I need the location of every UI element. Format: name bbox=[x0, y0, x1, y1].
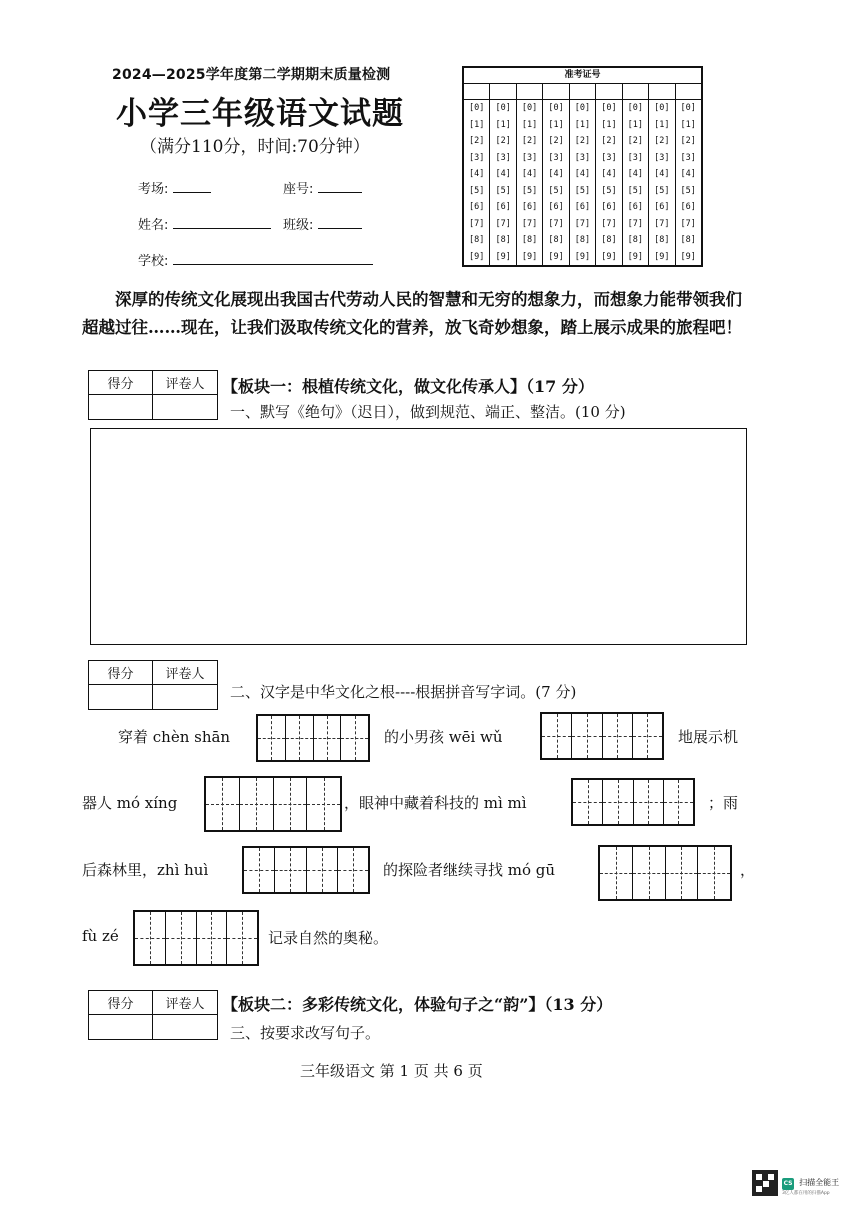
ticket-column bbox=[490, 84, 516, 265]
ticket-digit[interactable]: [5] bbox=[654, 185, 670, 196]
ticket-digit[interactable]: [7] bbox=[548, 218, 564, 229]
scanner-watermark bbox=[752, 1168, 844, 1198]
section2-heading: 【板块二：多彩传统文化，体验句子之“韵”】（13 分） bbox=[222, 995, 613, 1014]
exam-title: 小学三年级语文试题 bbox=[116, 96, 404, 132]
ticket-column bbox=[649, 84, 675, 265]
ticket-digit[interactable]: [2] bbox=[574, 136, 591, 147]
ticket-column bbox=[623, 84, 649, 265]
ticket-digit[interactable]: [8] bbox=[469, 235, 485, 246]
ticket-digit[interactable]: [0] bbox=[469, 103, 485, 114]
ticket-digit[interactable]: [3] bbox=[601, 152, 617, 163]
ticket-digit[interactable]: [4] bbox=[601, 169, 617, 180]
ticket-digit[interactable]: [6] bbox=[680, 202, 696, 213]
ticket-digit[interactable]: [9] bbox=[548, 251, 564, 262]
ticket-digit[interactable]: [3] bbox=[469, 152, 485, 163]
ticket-digit[interactable]: [9] bbox=[627, 251, 644, 262]
ticket-digit[interactable]: [8] bbox=[601, 235, 617, 246]
school-field[interactable] bbox=[138, 250, 373, 269]
ticket-column bbox=[676, 84, 701, 265]
ticket-column bbox=[596, 84, 622, 265]
ticket-digit[interactable]: [5] bbox=[548, 185, 564, 196]
grader-cell[interactable] bbox=[153, 685, 217, 709]
ticket-digit[interactable]: [6] bbox=[574, 202, 591, 213]
exam-room-line[interactable] bbox=[173, 180, 211, 193]
ticket-digit[interactable]: [4] bbox=[548, 169, 564, 180]
ticket-columns bbox=[464, 84, 701, 265]
answer-grid-zhihui[interactable] bbox=[242, 846, 370, 894]
ticket-digit[interactable]: [4] bbox=[521, 169, 538, 180]
answer-grid-chenshan[interactable] bbox=[256, 714, 370, 762]
ticket-digit[interactable]: [3] bbox=[654, 152, 670, 163]
ticket-digit[interactable]: [7] bbox=[574, 218, 591, 229]
ticket-digit[interactable]: [9] bbox=[654, 251, 670, 262]
logo-text: 扫描全能王 bbox=[799, 1178, 840, 1188]
ticket-digit[interactable]: [7] bbox=[469, 218, 485, 229]
exam-room-label: 考场: bbox=[138, 182, 169, 197]
ticket-digit[interactable]: [8] bbox=[574, 235, 591, 246]
ticket-column bbox=[543, 84, 569, 265]
name-label: 姓名: bbox=[138, 218, 169, 233]
ticket-write-cell[interactable] bbox=[649, 84, 674, 100]
answer-grid-weiwu[interactable] bbox=[540, 712, 664, 760]
ticket-digit[interactable]: [6] bbox=[495, 202, 511, 213]
ticket-digit[interactable]: [1] bbox=[521, 119, 538, 130]
score-label: 得分 bbox=[89, 991, 153, 1015]
q2-line4-text-a: fù zé bbox=[82, 927, 119, 945]
ticket-digit[interactable]: [0] bbox=[601, 103, 617, 114]
ticket-digit[interactable]: [2] bbox=[548, 136, 564, 147]
ticket-write-cell[interactable] bbox=[517, 84, 542, 100]
grader-label: 评卷人 bbox=[153, 991, 217, 1015]
ticket-digit[interactable]: [1] bbox=[548, 119, 564, 130]
ticket-digit[interactable]: [4] bbox=[495, 169, 511, 180]
ticket-digit[interactable]: [1] bbox=[627, 119, 644, 130]
ticket-digit[interactable]: [2] bbox=[654, 136, 670, 147]
ticket-digit[interactable]: [8] bbox=[627, 235, 644, 246]
score-box-1 bbox=[88, 370, 218, 420]
ticket-write-cell[interactable] bbox=[464, 84, 489, 100]
ticket-digit[interactable]: [5] bbox=[680, 185, 696, 196]
ticket-digit[interactable]: [7] bbox=[654, 218, 670, 229]
ticket-digit[interactable]: [3] bbox=[521, 152, 538, 163]
ticket-digit[interactable]: [4] bbox=[574, 169, 591, 180]
ticket-digit[interactable]: [2] bbox=[627, 136, 644, 147]
ticket-digit[interactable]: [3] bbox=[680, 152, 696, 163]
seat-line[interactable] bbox=[318, 180, 362, 193]
ticket-digit[interactable]: [0] bbox=[548, 103, 564, 114]
ticket-digit[interactable]: [7] bbox=[495, 218, 511, 229]
ticket-digit[interactable]: [2] bbox=[495, 136, 511, 147]
ticket-digit[interactable]: [1] bbox=[654, 119, 670, 130]
school-line[interactable] bbox=[173, 252, 373, 265]
ticket-title: 准考证号 bbox=[464, 68, 701, 84]
class-line[interactable] bbox=[318, 216, 362, 229]
logo-subtext: 3亿人都在用的扫描App bbox=[782, 1190, 830, 1196]
grader-cell[interactable] bbox=[153, 1015, 217, 1039]
ticket-digit[interactable]: [3] bbox=[627, 152, 644, 163]
answer-grid-mimi[interactable] bbox=[571, 778, 695, 826]
ticket-digit[interactable]: [0] bbox=[495, 103, 511, 114]
ticket-digit[interactable]: [6] bbox=[601, 202, 617, 213]
score-label: 得分 bbox=[89, 661, 153, 685]
ticket-digit[interactable]: [4] bbox=[680, 169, 696, 180]
ticket-column bbox=[464, 84, 490, 265]
ticket-column bbox=[517, 84, 543, 265]
ticket-digit[interactable]: [1] bbox=[495, 119, 511, 130]
ticket-digit[interactable]: [0] bbox=[521, 103, 538, 114]
score-cell[interactable] bbox=[89, 1015, 153, 1039]
ticket-digit[interactable]: [5] bbox=[469, 185, 485, 196]
ticket-column bbox=[570, 84, 596, 265]
ticket-digit[interactable]: [6] bbox=[654, 202, 670, 213]
ticket-digit[interactable]: [6] bbox=[627, 202, 644, 213]
q2-line3-text-a: 后森林里，zhì huì bbox=[82, 861, 209, 879]
ticket-digit[interactable]: [8] bbox=[548, 235, 564, 246]
ticket-digit[interactable]: [9] bbox=[469, 251, 485, 262]
class-field[interactable] bbox=[283, 214, 362, 233]
ticket-number-grid bbox=[462, 66, 703, 267]
ticket-digit[interactable]: [9] bbox=[574, 251, 591, 262]
section1-heading: 【板块一：根植传统文化，做文化传承人】（17 分） bbox=[222, 377, 594, 396]
ticket-digit[interactable]: [3] bbox=[574, 152, 591, 163]
school-label: 学校: bbox=[138, 254, 169, 269]
ticket-digit[interactable]: [4] bbox=[654, 169, 670, 180]
q2-line2-text-b: ，眼神中藏着科技的 mì mì bbox=[344, 794, 527, 812]
q2-line2-text-a: 器人 mó xíng bbox=[82, 794, 178, 812]
score-time-info: （满分110分，时间:70分钟） bbox=[140, 137, 370, 157]
ticket-digit[interactable]: [2] bbox=[521, 136, 538, 147]
score-box-2 bbox=[88, 660, 218, 710]
cs-badge: CS bbox=[782, 1178, 794, 1190]
q2-line1-text-c: 地展示机 bbox=[678, 728, 739, 746]
class-label: 班级: bbox=[283, 218, 314, 233]
qr-code-icon bbox=[752, 1170, 778, 1196]
score-cell[interactable] bbox=[89, 685, 153, 709]
name-line[interactable] bbox=[173, 216, 271, 229]
ticket-digit[interactable]: [1] bbox=[601, 119, 617, 130]
ticket-digit[interactable]: [7] bbox=[627, 218, 644, 229]
ticket-digit[interactable]: [4] bbox=[469, 169, 485, 180]
ticket-digit[interactable]: [5] bbox=[601, 185, 617, 196]
seat-field[interactable] bbox=[283, 178, 362, 197]
ticket-digit[interactable]: [5] bbox=[521, 185, 538, 196]
ticket-digit[interactable]: [3] bbox=[495, 152, 511, 163]
ticket-digit[interactable]: [1] bbox=[469, 119, 485, 130]
ticket-digit[interactable]: [9] bbox=[601, 251, 617, 262]
poem-writing-area[interactable] bbox=[90, 428, 747, 645]
seat-label: 座号: bbox=[283, 182, 314, 197]
ticket-digit[interactable]: [3] bbox=[548, 152, 564, 163]
ticket-digit[interactable]: [5] bbox=[495, 185, 511, 196]
ticket-digit[interactable]: [7] bbox=[521, 218, 538, 229]
ticket-write-cell[interactable] bbox=[570, 84, 595, 100]
ticket-digit[interactable]: [8] bbox=[521, 235, 538, 246]
ticket-digit[interactable]: [1] bbox=[680, 119, 696, 130]
ticket-digit[interactable]: [8] bbox=[680, 235, 696, 246]
ticket-digit[interactable]: [4] bbox=[627, 169, 644, 180]
ticket-digit[interactable]: [2] bbox=[680, 136, 696, 147]
ticket-digit[interactable]: [9] bbox=[680, 251, 696, 262]
ticket-digit[interactable]: [6] bbox=[548, 202, 564, 213]
q2-line1-text-a: 穿着 chèn shān bbox=[118, 728, 231, 746]
ticket-digit[interactable]: [7] bbox=[680, 218, 696, 229]
ticket-write-cell[interactable] bbox=[490, 84, 515, 100]
ticket-digit[interactable]: [5] bbox=[574, 185, 591, 196]
ticket-digit[interactable]: [0] bbox=[574, 103, 591, 114]
ticket-write-cell[interactable] bbox=[543, 84, 568, 100]
grader-label: 评卷人 bbox=[153, 661, 217, 685]
ticket-digit[interactable]: [0] bbox=[680, 103, 696, 114]
intro-paragraph: 深厚的传统文化展现出我国古代劳动人民的智慧和无穷的想象力，而想象力能带领我们超越过往……现在，让我们汲取传统文化的营养，放飞奇妙想象，踏上展示成果的旅程吧！ bbox=[82, 290, 742, 337]
ticket-digit[interactable]: [5] bbox=[627, 185, 644, 196]
ticket-digit[interactable]: [1] bbox=[574, 119, 591, 130]
name-field[interactable] bbox=[138, 214, 271, 233]
ticket-digit[interactable]: [6] bbox=[521, 202, 538, 213]
answer-grid-moxing[interactable] bbox=[204, 776, 342, 832]
exam-room-field[interactable] bbox=[138, 178, 211, 197]
ticket-digit[interactable]: [9] bbox=[495, 251, 511, 262]
ticket-digit[interactable]: [0] bbox=[654, 103, 670, 114]
page-footer: 三年级语文 第 1 页 共 6 页 bbox=[300, 1062, 483, 1080]
q2-line4-text-b: 记录自然的奥秘。 bbox=[268, 929, 389, 947]
grader-cell[interactable] bbox=[153, 395, 217, 419]
q2-line3-text-c: ， bbox=[740, 861, 756, 879]
exam-subtitle: 2024—2025学年度第二学期期末质量检测 bbox=[112, 67, 391, 83]
q2-line2-text-c: ；雨 bbox=[708, 794, 739, 812]
answer-grid-fuze[interactable] bbox=[133, 910, 259, 966]
q2-line3-text-b: 的探险者继续寻找 mó gū bbox=[383, 861, 556, 879]
ticket-digit[interactable]: [2] bbox=[601, 136, 617, 147]
grader-label: 评卷人 bbox=[153, 371, 217, 395]
ticket-digit[interactable]: [8] bbox=[495, 235, 511, 246]
ticket-digit[interactable]: [6] bbox=[469, 202, 485, 213]
q2-line1-text-b: 的小男孩 wēi wǔ bbox=[384, 728, 503, 746]
score-box-3 bbox=[88, 990, 218, 1040]
ticket-digit[interactable]: [7] bbox=[601, 218, 617, 229]
question-2: 二、汉字是中华文化之根----根据拼音写字词。(7 分) bbox=[230, 683, 577, 701]
answer-grid-mogu[interactable] bbox=[598, 845, 732, 901]
ticket-digit[interactable]: [0] bbox=[627, 103, 644, 114]
ticket-digit[interactable]: [9] bbox=[521, 251, 538, 262]
score-label: 得分 bbox=[89, 371, 153, 395]
score-cell[interactable] bbox=[89, 395, 153, 419]
ticket-write-cell[interactable] bbox=[596, 84, 621, 100]
ticket-digit[interactable]: [8] bbox=[654, 235, 670, 246]
question-3: 三、按要求改写句子。 bbox=[230, 1024, 381, 1042]
question-1: 一、默写《绝句》（迟日），做到规范、端正、整洁。(10 分) bbox=[230, 403, 626, 421]
ticket-digit[interactable]: [2] bbox=[469, 136, 485, 147]
ticket-write-cell[interactable] bbox=[676, 84, 701, 100]
ticket-write-cell[interactable] bbox=[623, 84, 648, 100]
